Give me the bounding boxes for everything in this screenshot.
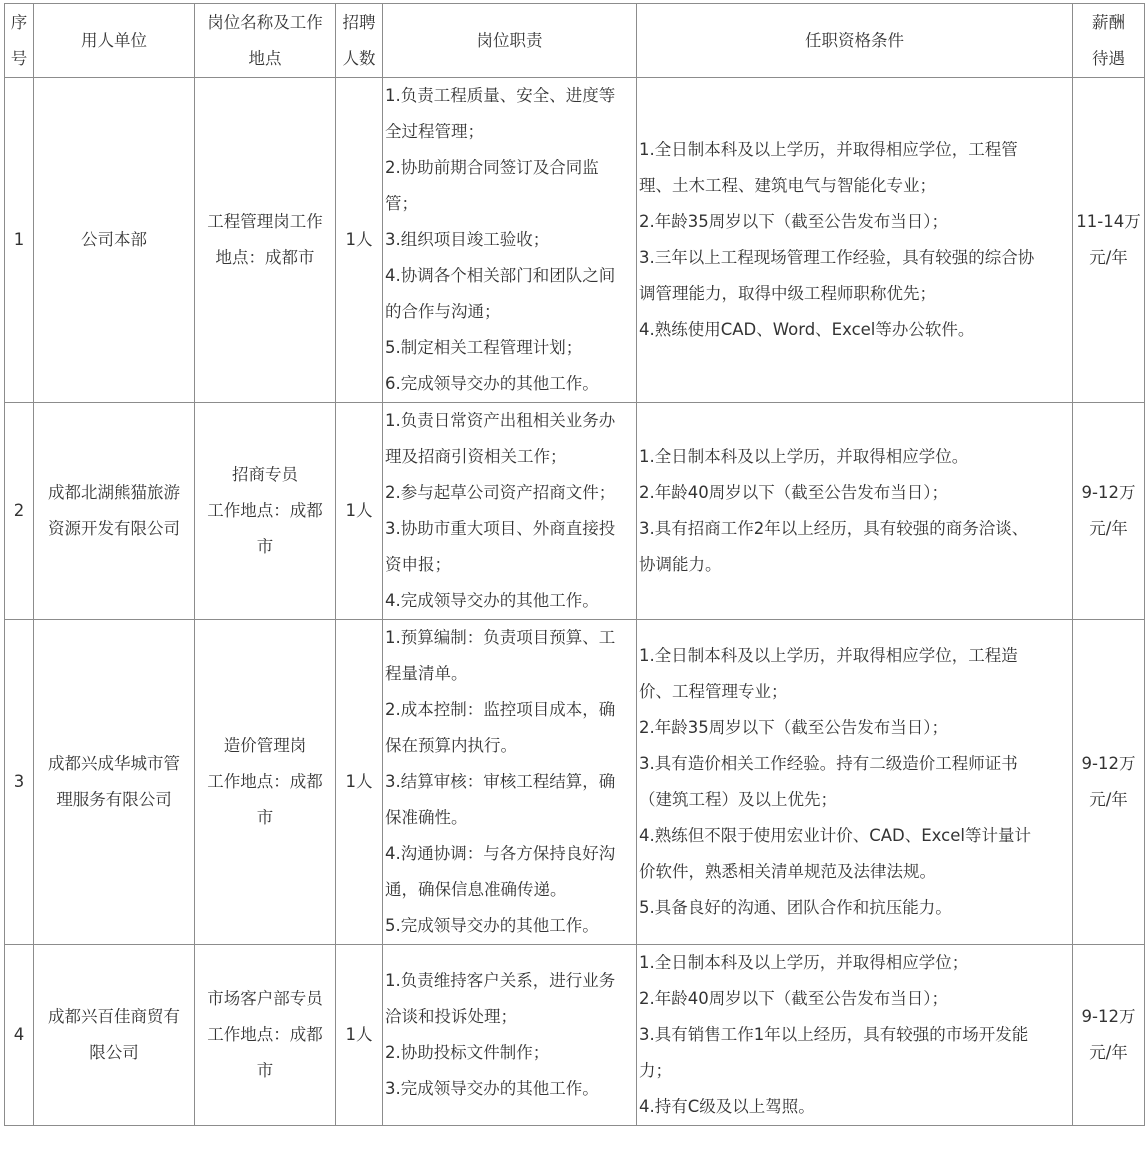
cell-line: 4.持有C级及以上驾照。: [639, 1097, 815, 1116]
count-cell: 1人: [336, 620, 383, 945]
cell-line: 1.负责工程质量、安全、进度等: [385, 86, 616, 105]
cell-line: 工程管理岗工作: [207, 212, 323, 231]
duties-cell: [383, 78, 637, 403]
position-cell: [195, 620, 336, 945]
header-count: [336, 4, 383, 78]
cell-line: 价软件，熟悉相关清单规范及法律法规。: [639, 862, 936, 881]
cell-line: 3.具有招商工作2年以上经历，具有较强的商务洽谈、: [639, 519, 1029, 538]
cell-line: 4.熟练但不限于使用宏业计价、CAD、Excel等计量计: [639, 826, 1031, 845]
cell-line: 市: [256, 537, 274, 556]
cell-line: 1.全日制本科及以上学历，并取得相应学位，工程造: [639, 646, 1018, 665]
cell-line: 理及招商引资相关工作；: [385, 447, 567, 466]
cell-line: 5.完成领导交办的其他工作。: [385, 916, 599, 935]
requirements-cell: [637, 620, 1073, 945]
cell-line: 3.具有造价相关工作经验。持有二级造价工程师证书: [639, 754, 1018, 773]
employer-cell: [34, 945, 195, 1126]
employer-cell: [34, 620, 195, 945]
cell-line: 成都北湖熊猫旅游: [48, 483, 180, 502]
cell-line: 待遇: [1092, 48, 1125, 68]
cell-line: 9-12万: [1081, 754, 1136, 773]
employer-cell: [34, 78, 195, 403]
cell-line: 招商专员: [232, 465, 298, 484]
header-duties: [383, 4, 637, 78]
cell-line: 资申报；: [385, 555, 451, 574]
cell-line: 保准确性。: [385, 808, 468, 827]
position-cell: [195, 78, 336, 403]
cell-line: 2.协助前期合同签订及合同监: [385, 158, 599, 177]
cell-line: 造价管理岗: [223, 736, 307, 755]
cell-line: 洽谈和投诉处理；: [385, 1007, 517, 1026]
salary-cell: [1073, 945, 1145, 1126]
recruitment-table: [4, 3, 1145, 1126]
cell-line: 1.负责日常资产出租相关业务办: [385, 411, 616, 430]
cell-line: 调管理能力，取得中级工程师职称优先；: [639, 284, 936, 303]
duties-cell: [383, 945, 637, 1126]
cell-line: 岗位职责: [476, 30, 543, 50]
cell-line: 4.熟练使用CAD、Word、Excel等办公软件。: [639, 320, 975, 339]
cell-line: 5.具备良好的沟通、团队合作和抗压能力。: [639, 898, 952, 917]
header-position: [195, 4, 336, 78]
cell-line: 资源开发有限公司: [48, 519, 180, 538]
table-row: [5, 403, 1145, 620]
cell-line: 薪酬: [1092, 12, 1125, 32]
cell-line: 元/年: [1089, 1043, 1128, 1062]
cell-line: 2.年龄40周岁以下（截至公告发布当日）；: [639, 483, 948, 502]
cell-line: 成都兴百佳商贸有: [48, 1007, 180, 1026]
cell-line: 用人单位: [81, 30, 147, 50]
cell-line: 9-12万: [1081, 1007, 1136, 1026]
requirements-cell: [637, 78, 1073, 403]
cell-line: 2.年龄40周岁以下（截至公告发布当日）；: [639, 989, 948, 1008]
cell-line: 3.组织项目竣工验收；: [385, 230, 550, 249]
header-row: [5, 4, 1145, 78]
salary-cell: [1073, 403, 1145, 620]
row-index: 3: [5, 620, 34, 945]
cell-line: 2.年龄35周岁以下（截至公告发布当日）；: [639, 718, 948, 737]
row-index: 4: [5, 945, 34, 1126]
count-cell: 1人: [336, 945, 383, 1126]
table-row: [5, 945, 1145, 1126]
cell-line: 保在预算内执行。: [385, 736, 517, 755]
cell-line: 地点: [248, 48, 282, 68]
cell-line: 成都兴成华城市管: [48, 754, 180, 773]
cell-line: 1.全日制本科及以上学历，并取得相应学位，工程管: [639, 140, 1018, 159]
requirements-cell: [637, 945, 1073, 1126]
cell-line: 元/年: [1089, 790, 1128, 809]
cell-line: 协调能力。: [639, 555, 722, 574]
cell-line: 工作地点：成都: [207, 501, 323, 520]
salary-cell: [1073, 78, 1145, 403]
cell-line: 公司本部: [81, 230, 147, 249]
row-index: 1: [5, 78, 34, 403]
cell-line: 1.预算编制：负责项目预算、工: [385, 628, 616, 647]
cell-line: 4.沟通协调：与各方保持良好沟: [385, 844, 616, 863]
cell-line: 任职资格条件: [805, 30, 904, 50]
cell-line: 2.协助投标文件制作；: [385, 1043, 550, 1062]
cell-line: 工作地点：成都: [207, 1025, 323, 1044]
cell-line: 1.全日制本科及以上学历，并取得相应学位。: [639, 447, 969, 466]
cell-line: 6.完成领导交办的其他工作。: [385, 374, 599, 393]
cell-line: 4.协调各个相关部门和团队之间: [385, 266, 616, 285]
cell-line: 地点：成都市: [215, 248, 315, 267]
count-cell: 1人: [336, 403, 383, 620]
cell-line: 3.具有销售工作1年以上经历，具有较强的市场开发能: [639, 1025, 1029, 1044]
cell-line: 4.完成领导交办的其他工作。: [385, 591, 599, 610]
employer-cell: [34, 403, 195, 620]
cell-line: 1.负责维持客户关系，进行业务: [385, 971, 616, 990]
cell-line: 元/年: [1089, 248, 1128, 267]
position-cell: [195, 945, 336, 1126]
cell-line: 人数: [342, 48, 376, 68]
cell-line: 2.年龄35周岁以下（截至公告发布当日）；: [639, 212, 948, 231]
cell-line: 的合作与沟通；: [385, 302, 501, 321]
cell-line: 3.三年以上工程现场管理工作经验，具有较强的综合协: [639, 248, 1035, 267]
cell-line: 市: [256, 1061, 274, 1080]
duties-cell: [383, 620, 637, 945]
salary-cell: [1073, 620, 1145, 945]
cell-line: 限公司: [89, 1043, 139, 1062]
header-requirements: [637, 4, 1073, 78]
table-row: [5, 620, 1145, 945]
cell-line: 9-12万: [1081, 483, 1136, 502]
cell-line: 价、工程管理专业；: [639, 682, 788, 701]
cell-line: 招聘: [342, 12, 376, 32]
cell-line: 通，确保信息准确传递。: [385, 880, 567, 899]
requirements-cell: [637, 403, 1073, 620]
cell-line: 11-14万: [1076, 212, 1141, 231]
cell-line: （建筑工程）及以上优先；: [639, 790, 837, 809]
header-index: [5, 4, 34, 78]
cell-line: 5.制定相关工程管理计划；: [385, 338, 583, 357]
cell-line: 全过程管理；: [385, 122, 484, 141]
cell-line: 理服务有限公司: [56, 790, 172, 809]
cell-line: 工作地点：成都: [207, 772, 323, 791]
cell-line: 3.完成领导交办的其他工作。: [385, 1079, 599, 1098]
cell-line: 市: [256, 808, 274, 827]
row-index: 2: [5, 403, 34, 620]
cell-line: 序: [10, 12, 28, 32]
header-employer: [34, 4, 195, 78]
duties-cell: [383, 403, 637, 620]
cell-line: 管；: [385, 194, 418, 213]
cell-line: 元/年: [1089, 519, 1128, 538]
cell-line: 理、土木工程、建筑电气与智能化专业；: [639, 176, 936, 195]
cell-line: 力；: [639, 1061, 672, 1080]
cell-line: 市场客户部专员: [207, 989, 323, 1008]
table-row: [5, 78, 1145, 403]
cell-line: 程量清单。: [385, 664, 468, 683]
cell-line: 3.协助市重大项目、外商直接投: [385, 519, 616, 538]
cell-line: 1.全日制本科及以上学历，并取得相应学位；: [639, 953, 969, 972]
header-salary: [1073, 4, 1145, 78]
cell-line: 岗位名称及工作: [207, 12, 323, 32]
cell-line: 2.参与起草公司资产招商文件；: [385, 483, 616, 502]
cell-line: 3.结算审核：审核工程结算，确: [385, 772, 616, 791]
count-cell: 1人: [336, 78, 383, 403]
cell-line: 号: [10, 48, 28, 68]
cell-line: 2.成本控制：监控项目成本，确: [385, 700, 616, 719]
position-cell: [195, 403, 336, 620]
